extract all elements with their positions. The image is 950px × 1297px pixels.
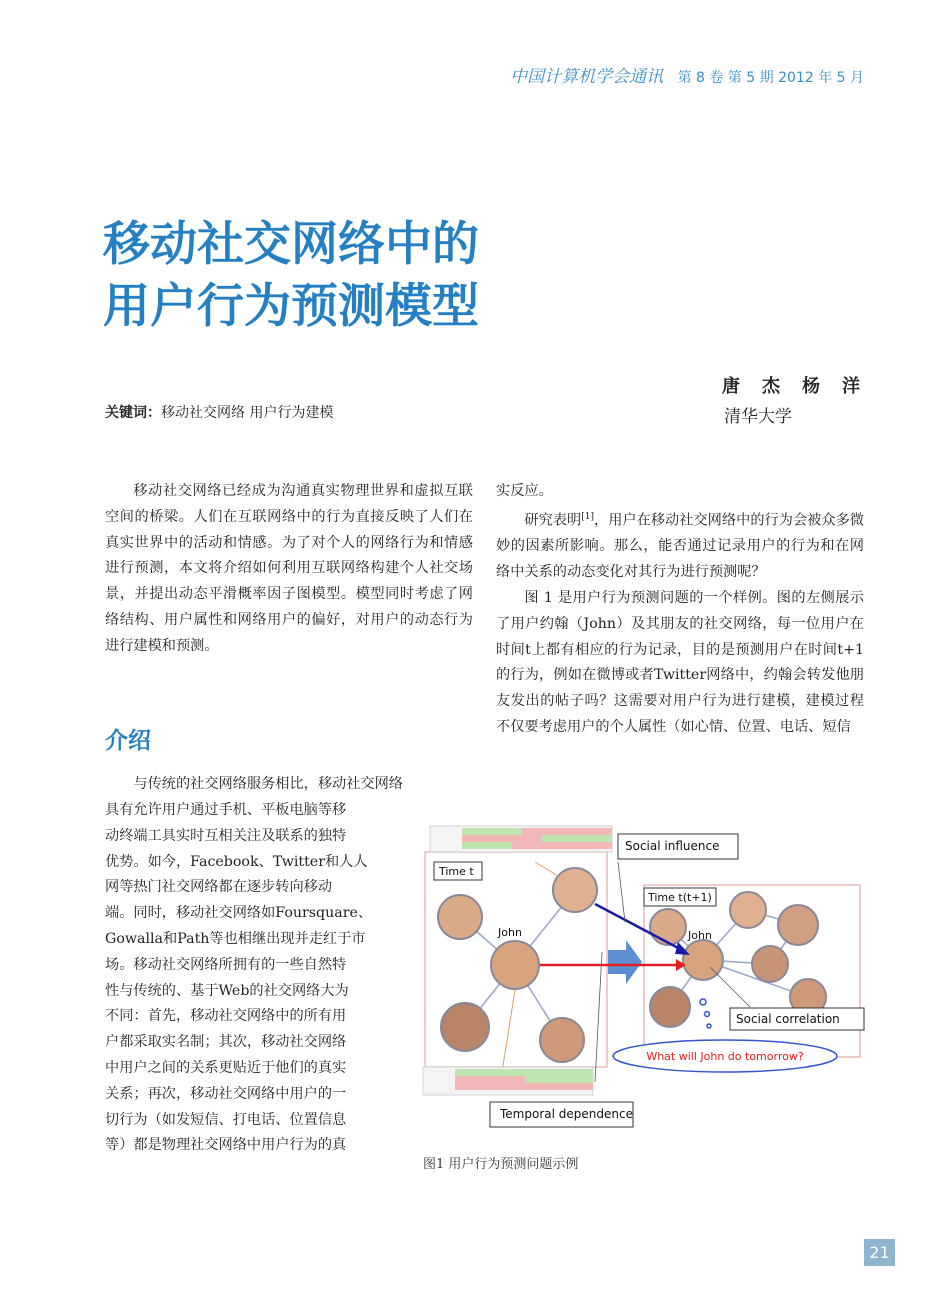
what-will-text: What will John do tomorrow? [646, 1050, 804, 1063]
figure-1 [420, 822, 870, 1132]
intro-line: 性与传统的、基于Web的社交网络大为 [105, 982, 349, 999]
intro-first-line-block [105, 772, 473, 798]
abstract-paragraph: 移动社交网络已经成为沟通真实物理世界和虚拟互联空间的桥梁。人们在互联网络中的行为直接反映了人们在真实世界中的活动和情感。为了对个人的网络行为和情感进行预测，本文将介绍如何利用互联网络构建个人社交场景，并提出动态平滑概率因子图模型。模型同时考虑了网络结构、用户属性和网络用户的偏好，对用户的动态行为进行建模和预测。 [105, 483, 473, 654]
intro-narrow-block [105, 798, 403, 1159]
intro-line: 端。同时，移动社交网络如Foursquare、 [105, 905, 373, 922]
citation-ref: [1] [581, 511, 594, 522]
callout-line [595, 952, 602, 1082]
intro-first-line: 与传统的社交网络服务相比，移动社交网络 [133, 776, 403, 792]
keywords-label: 关键词： [105, 405, 161, 421]
authors: 唐杰杨洋 [722, 376, 864, 397]
social-correlation-label: Social correlation [736, 1012, 840, 1026]
john-label-right: John [688, 929, 712, 942]
page-number: 21 [864, 1239, 895, 1266]
keywords-value: 移动社交网络 用户行为建模 [161, 405, 334, 421]
p2-text-b: ，用户在移动社交网络中的行为会被众多微妙的因素所影响。那么，能否通过记录用户的行为和在网络中关系的动态变化对其行为进行预测呢？ [496, 512, 864, 581]
intro-line: Gowalla和Path等也相继出现并走红于市 [105, 930, 366, 947]
time-t-label: Time t [439, 865, 474, 878]
title-line-1: 移动社交网络中的 [103, 217, 479, 272]
intro-line: 网等热门社交网络都在逐步转向移动 [105, 879, 333, 896]
figure-caption: 图1 用户行为预测问题示例 [423, 1157, 579, 1172]
right-paragraph-2 [496, 505, 864, 586]
activity-table-bottom [423, 1067, 593, 1095]
section-title-intro: 介绍 [105, 728, 151, 754]
right-column [496, 479, 864, 741]
affiliation: 清华大学 [724, 407, 792, 427]
thought-dot [707, 1024, 711, 1028]
intro-line: 等）都是物理社交网络中用户行为的真 [105, 1137, 347, 1154]
keywords [105, 402, 333, 422]
activity-table-top [430, 826, 612, 852]
intro-line: 不同：首先，移动社交网络中的所有用 [105, 1008, 347, 1025]
intro-line: 优势。如今，Facebook、Twitter和人人 [105, 853, 368, 870]
running-header [510, 62, 864, 87]
figure-1-diagram [420, 822, 870, 1132]
transition-arrow [608, 940, 642, 984]
intro-line: 中用户之间的关系更贴近于他们的真实 [105, 1059, 347, 1076]
intro-line: 关系；再次，移动社交网络中用户的一 [105, 1085, 347, 1102]
temporal-dependence-label: Temporal dependence [500, 1107, 633, 1121]
intro-line: 具有允许用户通过手机、平板电脑等移 [105, 802, 347, 818]
intro-line: 场。移动社交网络所拥有的一些自然特 [105, 956, 347, 973]
pointer-line [502, 990, 515, 1072]
callout-line [618, 862, 625, 922]
intro-line: 动终端工具实时互相关注及联系的独特 [105, 827, 347, 844]
callout-line [710, 967, 750, 1007]
intro-line: 户都采取实名制；其次，移动社交网络 [105, 1034, 347, 1051]
p2-text-a: 研究表明 [524, 512, 582, 529]
article-title [103, 214, 479, 338]
abstract-block [105, 479, 473, 660]
intro-line: 切行为（如发短信、打电话、位置信息 [105, 1111, 347, 1128]
social-influence-label: Social influence [625, 839, 720, 853]
thought-dot [705, 1012, 710, 1017]
right-paragraph-3: 图 1 是用户行为预测问题的一个样例。图的左侧展示了用户约翰（John）及其朋友的社交网络，每一位用户在时间t上都有相应的行为记录，目的是预测用户在时间t+1的行为，例如在微博或者Twitter网络中，约翰会转发他朋友发出的帖子吗？这需要对用户行为进行建模，建模过程不仅要考虑用户的个人属性（如心情、位置、电话、短信 [496, 589, 864, 735]
journal-name: 中国计算机学会通讯 [510, 67, 664, 87]
thought-dot [700, 999, 706, 1005]
john-label-left: John [498, 926, 522, 939]
time-t1-label: Time t(t+1) [648, 891, 712, 904]
right-paragraph-1: 实反应。 [496, 483, 553, 499]
issue-info: 第 8 卷 第 5 期 2012 年 5 月 [677, 70, 864, 86]
title-line-2: 用户行为预测模型 [103, 279, 479, 334]
